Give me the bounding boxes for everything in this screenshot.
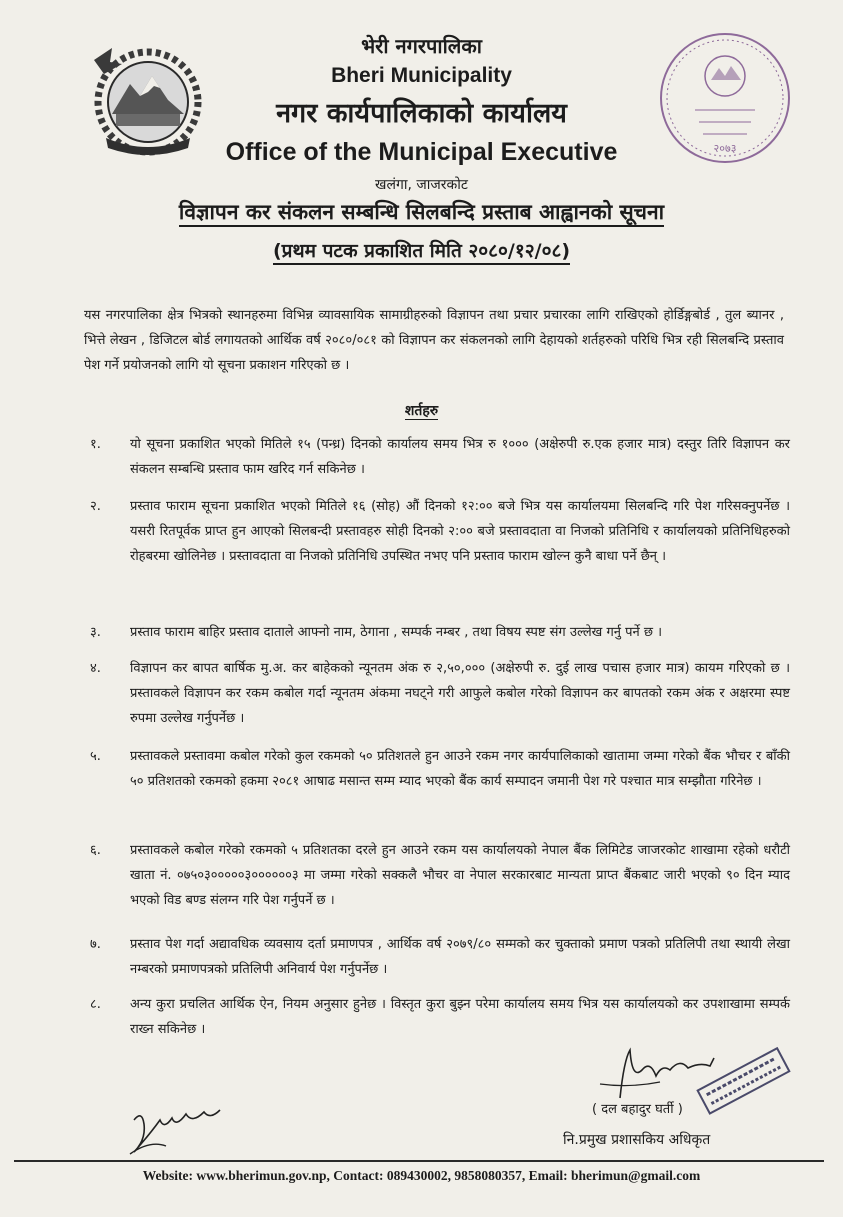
condition-text: प्रस्ताव फाराम बाहिर प्रस्ताव दाताले आफ्नो नाम, ठेगाना , सम्पर्क नम्बर , तथा विषय स्पष्ट संग उल्लेख गर्नु पर्ने छ । [130,625,663,640]
condition-item [90,932,790,982]
municipality-name-en: Bheri Municipality [331,64,512,87]
condition-number: ३. [90,625,101,640]
initials-signature-icon [120,1090,240,1170]
seal-number: २०७३ [713,142,737,155]
office-name-en: Office of the Municipal Executive [225,138,618,166]
notice-title [0,198,843,226]
conditions-heading-text: शर्तहरु [404,403,439,419]
condition-number: ६. [90,843,101,858]
publish-date-text: (प्रथम पटक प्रकाशित मिति २०८०/१२/०८) [273,240,570,265]
condition-text: प्रस्ताव पेश गर्दा अद्यावधिक व्यवसाय दर्ता प्रमाणपत्र , आर्थिक वर्ष २०७९/८० सम्मको कर चुक्ताको प्रमाण पत्रको प्रतिलिपी तथा स्थायी लेखा नम्बरको प्रमाणपत्रको प्रतिलिपी अनिवार्य पेश गर्नुपर्नेछ । [130,937,790,977]
footer-divider [14,1160,824,1162]
officer-stamp-icon [680,1040,800,1130]
condition-number: ८. [90,997,101,1012]
condition-number: ४. [90,661,101,676]
condition-item [90,494,790,569]
publish-date [0,237,843,263]
condition-number: ७. [90,937,101,952]
condition-text: विज्ञापन कर बापत बार्षिक मु.अ. कर बाहेकको न्यूनतम अंक रु २,५०,००० (अक्षेरुपी रु. दुई लाख पचास हजार मात्र) कायम गरिएको छ । प्रस्तावकले विज्ञापन कर रकम कबोल गर्दा न्यूनतम अंकमा नघट्ने गरी आफुले कबोल गरेको विज्ञापन कर बापतको रकम अंक र अक्षरमा स्पष्ट रुपमा उल्लेख गर्नुपर्नेछ । [130,661,790,726]
notice-title-text: विज्ञापन कर संकलन सम्बन्धि सिलबन्दि प्रस्ताब आह्वानको सूचना [179,200,664,227]
footer-contact: Website: www.bherimun.gov.np, Contact: 089430002, 9858080357, Email: bherimun@gmail.com [142,1168,701,1183]
office-location: खलंगा, जाजरकोट [375,177,468,193]
intro-paragraph: यस नगरपालिका क्षेत्र भित्रको स्थानहरुमा विभिन्न व्यावसायिक सामाग्रीहरुको विज्ञापन तथा प्रचार प्रचारका लागि राखिएको होर्डिङ्गबोर्ड , तुल ब्यानर , भित्ते लेखन , डिजिटल बोर्ड लगायतको आर्थिक वर्ष २०८०/०८१ को विज्ञापन कर संकलनको लागि देहायको शर्तहरुको परिधि भित्र रही सिलबन्दि प्रस्ताव पेश गर्ने प्रयोजनको लागि यो सूचना प्रकाशन गरिएको छ । [84,308,784,373]
condition-text: प्रस्तावकले प्रस्तावमा कबोल गरेको कुल रकमको ५० प्रतिशतले हुन आउने रकम नगर कार्यपालिकाको खातामा जम्मा गरेको बैंक भौचर र बाँकी ५० प्रतिशतको रकमको हकमा २०८१ आषाढ मसान्त सम्म म्याद भएको बैंक कार्य सम्पादन जमानी पेश गरे पश्चात मात्र सम्झौता गरिनेछ । [130,749,790,789]
condition-number: १. [90,437,101,452]
condition-item [90,620,790,645]
condition-item [90,744,790,794]
condition-text: यो सूचना प्रकाशित भएको मितिले १५ (पन्ध्र) दिनको कार्यालय समय भित्र रु १००० (अक्षेरुपी रु.एक हजार मात्र) दस्तुर तिरि विज्ञापन कर संकलन सम्बन्धि प्रस्ताव फाम खरिद गर्न सकिनेछ । [130,437,790,477]
condition-text: अन्य कुरा प्रचलित आर्थिक ऐन, नियम अनुसार हुनेछ । विस्तृत कुरा बुझ्न परेमा कार्यालय समय भित्र यस कार्यालयको कर उपशाखामा सम्पर्क राख्न सकिनेछ । [130,997,790,1037]
conditions-heading [0,401,843,420]
condition-item [90,838,790,913]
municipality-name-np: भेरी नगरपालिका [361,34,482,58]
officer-title: नि.प्रमुख प्रशासकिय अधिकृत [563,1132,711,1148]
condition-item [90,432,790,482]
condition-item [90,656,790,731]
officer-name: ( दल बहादुर घर्ती ) [592,1102,683,1117]
office-name-np: नगर कार्यपालिकाको कार्यालय [276,98,567,129]
condition-number: २. [90,499,101,514]
condition-text: प्रस्ताव फाराम सूचना प्रकाशित भएको मितिले १६ (सोह) औं दिनको १२:०० बजे भित्र यस कार्यालयमा सिलबन्दि गरि पेश गरिसक्नुपर्नेछ । यसरी रितपूर्वक प्राप्त हुन आएको सिलबन्दी प्रस्तावहरु सोही दिनको २:०० बजे प्रस्तावदाता वा निजको प्रतिनिधि र कार्यालयको प्रतिनिधिहरुको रोहबरमा खोलिनेछ । प्रस्तावदाता वा निजको प्रतिनिधि उपस्थित नभए पनि प्रस्ताव फाराम खोल्न कुनै बाधा पर्ने छैन् । [130,499,790,564]
condition-text: प्रस्तावकले कबोल गरेको रकमको ५ प्रतिशतका दरले हुन आउने रकम यस कार्यालयको नेपाल बैंक लिमिटेड जाजरकोट शाखामा रहेको धरौटी खाता नं. ०७५०३०००००३००००००३ मा जम्मा गरेको सक्कलै भौचर वा नेपाल सरकारबाट मान्यता प्राप्त बैंकबाट जारी भएको ९० दिन म्याद भएको विड बण्ड संलग्न गरि पेश गर्नुपर्ने छ । [130,843,790,908]
condition-number: ५. [90,749,101,764]
condition-item [90,992,790,1042]
